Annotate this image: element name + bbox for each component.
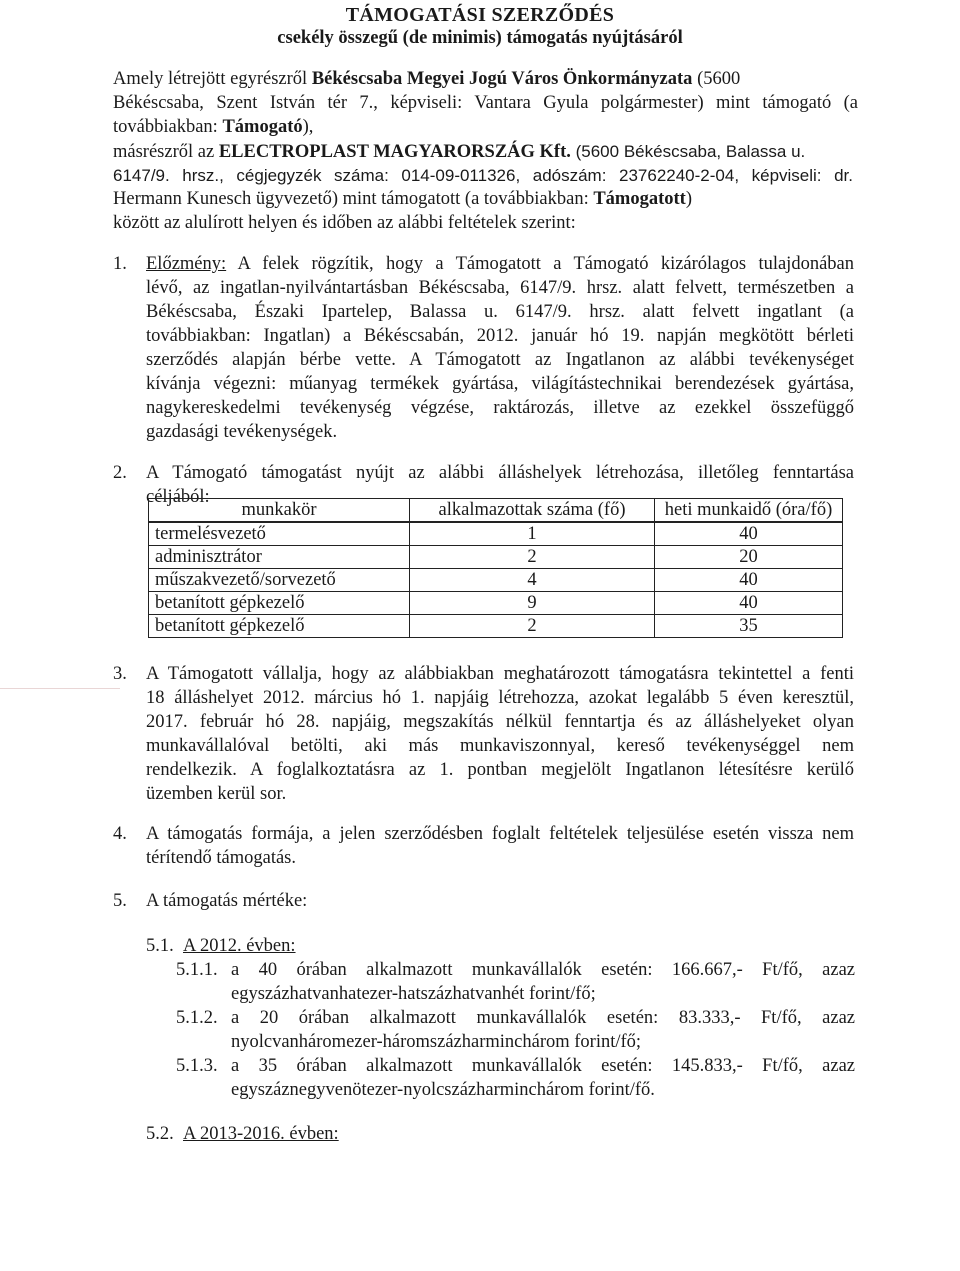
item-5-1-2-line-2: nyolcvanháromezer-háromszázharminchárom forint/fő; (231, 1032, 642, 1052)
supporter-name: Békéscsaba Megyei Jogú Város Önkormányzata (311, 69, 693, 89)
jobs-table (148, 498, 843, 638)
table-row (149, 546, 843, 569)
table-header-cell: alkalmazottak száma (fő) (410, 499, 655, 523)
subsection-5-1-title (183, 935, 296, 959)
subsection-5-2-title (183, 1123, 339, 1147)
beneficiary-name: ELECTROPLAST MAGYARORSZÁG Kft. (218, 142, 571, 162)
intro-text: Amely létrejött egyrészről (113, 69, 312, 89)
table-cell-job: műszakvezető/sorvezető (149, 569, 410, 592)
section-1-heading: Előzmény: (146, 254, 227, 274)
table-cell-job: adminisztrátor (149, 546, 410, 569)
supporter-label: Támogató (222, 117, 303, 137)
item-5-1-3-line-1: a 35 órában alkalmazott munkavállalók esetén: 145.833,- Ft/fő, azaz (231, 1056, 855, 1076)
section-3-line-5: rendelkezik. A foglalkoztatásra az 1. pontban megjelölt Ingatlanon létesítésre kerülő (146, 760, 854, 780)
item-5-1-2-line-1: a 20 órában alkalmazott munkavállalók esetén: 83.333,- Ft/fő, azaz (231, 1008, 855, 1028)
section-1-line-7: nagykereskedelmi tevékenység végzése, raktározás, illetve az ezekkel összefüggő (146, 398, 854, 418)
section-3-line-1: A Támogatott vállalja, hogy az alábbiakban meghatározott támogatásra tekintettel a fenti (146, 664, 854, 684)
intro-line-2: Békéscsaba, Szent István tér 7., képviseli: Vantara Gyula polgármester) mint támogató (a (113, 93, 858, 113)
section-1-line-5: szerződés alapján bérbe vette. A Támogatott az Ingatlanon az alábbi tevékenységet (146, 350, 854, 370)
intro-line-1 (113, 68, 853, 92)
section-4-line-2: térítendő támogatás. (146, 848, 297, 868)
section-3-line-6: üzemben kerül sor. (146, 784, 287, 804)
section-3-number: 3. (113, 664, 127, 684)
table-header-row (149, 499, 843, 523)
intro-line-7: között az alulírott helyen és időben az alábbi feltételek szerint: (113, 213, 576, 233)
intro-text: másrészről az (113, 142, 219, 162)
item-5-1-1-number: 5.1.1. (176, 960, 218, 980)
section-1-line-1 (146, 253, 854, 277)
subsection-5-1-title-text: A 2012. évben: (183, 936, 296, 956)
section-2-line-1: A Támogató támogatást nyújt az alábbi álláshelyek létrehozása, illetőleg fenntartása (146, 463, 854, 483)
section-2-line-2: céljából: (146, 487, 210, 507)
table-cell-job: termelésvezető (149, 522, 410, 546)
section-1-line-8: gazdasági tevékenységek. (146, 422, 338, 442)
table-cell-count: 2 (410, 615, 655, 638)
section-5-number: 5. (113, 891, 127, 911)
intro-text: (5600 Békéscsaba, Balassa u. (570, 142, 806, 161)
table-cell-job: betanított gépkezelő (149, 615, 410, 638)
table-row (149, 569, 843, 592)
subsection-5-2-number: 5.2. (146, 1124, 174, 1144)
table-cell-hours: 20 (655, 546, 843, 569)
table-cell-count: 1 (410, 522, 655, 546)
section-1-line-6: kívánja végezni: műanyag termékek gyártása, világítástechnikai berendezések gyártása, (146, 374, 854, 394)
document-title: TÁMOGATÁSI SZERZŐDÉS (345, 4, 615, 26)
item-5-1-1-line-2: egyszázhatvanhatezer-hatszázhatvanhét forint/fő; (231, 984, 596, 1004)
intro-text: ) (685, 189, 692, 209)
beneficiary-label: Támogatott (593, 189, 686, 209)
table-cell-job: betanított gépkezelő (149, 592, 410, 615)
section-1-number: 1. (113, 254, 127, 274)
intro-line-3 (113, 116, 313, 140)
table-cell-hours: 40 (655, 522, 843, 546)
table-cell-hours: 40 (655, 569, 843, 592)
table-header-cell: munkakör (149, 499, 410, 523)
scan-artifact-line (0, 688, 120, 689)
table-cell-count: 9 (410, 592, 655, 615)
intro-line-5: 6147/9. hrsz., cégjegyzék száma: 014-09-011326, adószám: 23762240-2-04, képviseli: dr. (113, 166, 853, 185)
section-3-line-4: munkavállalóval betölti, aki más munkaviszonnyal, kereső tevékenységgel nem (146, 736, 854, 756)
intro-text: (5600 (692, 69, 741, 89)
subsection-5-2-title-text: A 2013-2016. évben: (183, 1124, 339, 1144)
intro-text: továbbiakban: (113, 117, 223, 137)
item-5-1-3-number: 5.1.3. (176, 1056, 218, 1076)
section-1-line-2: lévő, az ingatlan-nyilvántartásban Békéscsaba, 6147/9. hrsz. alatt felvett, természetben a (146, 278, 854, 298)
section-3-line-2: 18 álláshelyet 2012. március hó 1. napjáig létrehozza, azokat legalább 5 éven keresztül, (146, 688, 854, 708)
table-cell-count: 2 (410, 546, 655, 569)
item-5-1-3-line-2: egyszáznegyvenötezer-nyolcszázharminchárom forint/fő. (231, 1080, 655, 1100)
section-4-line-1: A támogatás formája, a jelen szerződésben foglalt feltételek teljesülése esetén vissza nem (146, 824, 854, 844)
section-4-number: 4. (113, 824, 127, 844)
table-cell-count: 4 (410, 569, 655, 592)
intro-line-4 (113, 140, 805, 165)
subsection-5-1-number: 5.1. (146, 936, 174, 956)
section-2-number: 2. (113, 463, 127, 483)
table-cell-hours: 35 (655, 615, 843, 638)
intro-line-6 (113, 188, 692, 212)
section-1-text: A felek rögzítik, hogy a Támogatott a Támogató kizárólagos tulajdonában (237, 254, 854, 274)
section-3-line-3: 2017. február hó 28. napjáig, megszakítás nélkül fenntartja és az álláshelyeket olyan (146, 712, 854, 732)
intro-text: ), (302, 117, 314, 137)
document-subtitle: csekély összegű (de minimis) támogatás nyújtásáról (277, 28, 683, 48)
item-5-1-1-line-1: a 40 órában alkalmazott munkavállalók esetén: 166.667,- Ft/fő, azaz (231, 960, 855, 980)
table-row (149, 522, 843, 546)
item-5-1-2-number: 5.1.2. (176, 1008, 218, 1028)
table-cell-hours: 40 (655, 592, 843, 615)
section-1-line-3: Békéscsaba, Északi Ipartelep, Balassa u. 6147/9. hrsz. alatt felvett ingatlant (a (146, 302, 854, 322)
section-1-line-4: továbbiakban: Ingatlan) a Békéscsabán, 2012. január hó 19. napján megkötött bérleti (146, 326, 854, 346)
table-row (149, 592, 843, 615)
section-5-heading: A támogatás mértéke: (146, 891, 308, 911)
intro-text: Hermann Kunesch ügyvezető) mint támogatott (a továbbiakban: (113, 189, 594, 209)
table-row (149, 615, 843, 638)
table-header-cell: heti munkaidő (óra/fő) (655, 499, 843, 523)
